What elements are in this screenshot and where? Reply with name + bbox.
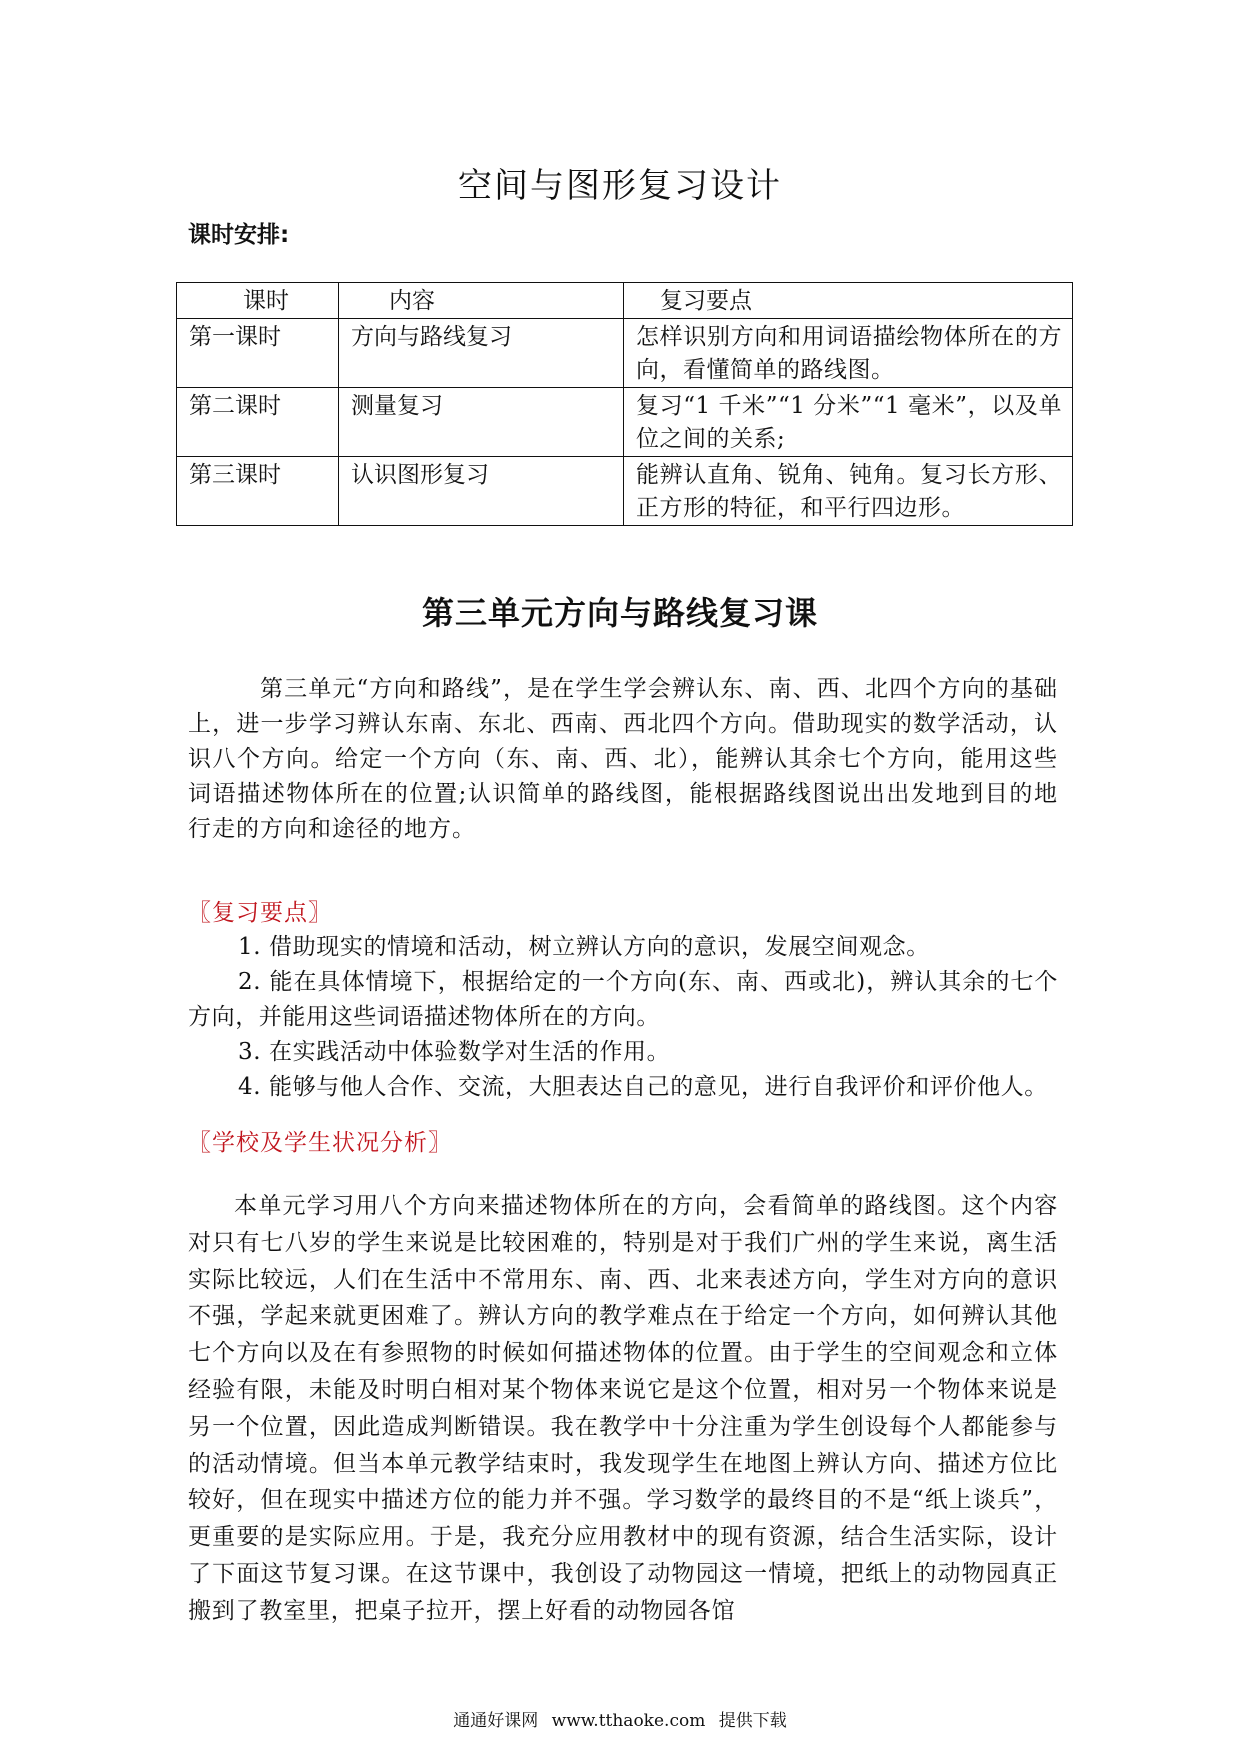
table-cell: 第三课时: [177, 457, 339, 526]
schedule-label: 课时安排:: [188, 222, 290, 248]
review-points-heading: 〖复习要点〗: [188, 900, 332, 926]
table-cell: 复习“1 千米”“1 分米”“1 毫米”，以及单位之间的关系;: [624, 388, 1073, 457]
table-cell: 认识图形复习: [339, 457, 624, 526]
footer-url: www.tthaoke.com: [551, 1711, 706, 1731]
unit-title: 第三单元方向与路线复习课: [421, 594, 818, 632]
page-footer: [0, 1706, 1240, 1731]
list-item: 4. 能够与他人合作、交流，大胆表达自己的意见，进行自我评价和评价他人。: [238, 1074, 1048, 1100]
table-cell: 第二课时: [177, 388, 339, 457]
document-title: 空间与图形复习设计: [458, 166, 782, 206]
table-cell: 方向与路线复习: [339, 319, 624, 388]
review-points-list: [188, 930, 1058, 1105]
list-item: 3. 在实践活动中体验数学对生活的作用。: [238, 1039, 671, 1065]
footer-note: 提供下载: [718, 1711, 787, 1731]
table-header-cell: 课时: [177, 283, 339, 319]
intro-paragraph: 第三单元“方向和路线”，是在学生学会辨认东、南、西、北四个方向的基础上，进一步学习辨认东南、东北、西南、西北四个方向。借助现实的数学活动，认识八个方向。给定一个方向（东、南、西、北），能辨认其余七个方向，能用这些词语描述物体所在的位置;认识简单的路线图，能根据路线图说出出发地到目的地行走的方向和途径的地方。: [188, 676, 1058, 842]
table-cell: 测量复习: [339, 388, 624, 457]
table-row: [177, 457, 1073, 526]
table-row: [177, 319, 1073, 388]
footer-site-name: 通通好课网: [453, 1711, 539, 1731]
analysis-paragraph: 本单元学习用八个方向来描述物体所在的方向，会看简单的路线图。这个内容对只有七八岁的学生来说是比较困难的，特别是对于我们广州的学生来说，离生活实际比较远，人们在生活中不常用东、南、西、北来表述方向，学生对方向的意识不强，学起来就更困难了。辨认方向的教学难点在于给定一个方向，如何辨认其他七个方向以及在有参照物的时候如何描述物体的位置。由于学生的空间观念和立体经验有限，未能及时明白相对某个物体来说它是这个位置，相对另一个物体来说是另一个位置，因此造成判断错误。我在教学中十分注重为学生创设每个人都能参与的活动情境。但当本单元教学结束时，我发现学生在地图上辨认方向、描述方位比较好，但在现实中描述方位的能力并不强。学习数学的最终目的不是“纸上谈兵”，更重要的是实际应用。于是，我充分应用教材中的现有资源，结合生活实际，设计了下面这节复习课。在这节课中，我创设了动物园这一情境，把纸上的动物园真正搬到了教室里，把桌子拉开，摆上好看的动物园各馆: [188, 1193, 1058, 1624]
table-cell: 能辨认直角、锐角、钝角。复习长方形、正方形的特征，和平行四边形。: [624, 457, 1073, 526]
schedule-table: [176, 282, 1073, 526]
list-item: 1. 借助现实的情境和活动，树立辨认方向的意识，发展空间观念。: [238, 934, 930, 960]
table-row: [177, 388, 1073, 457]
analysis-heading: 〖学校及学生状况分析〗: [188, 1130, 452, 1156]
table-header-row: [177, 283, 1073, 319]
table-header-cell: 复习要点: [624, 283, 1073, 319]
table-cell: 第一课时: [177, 319, 339, 388]
table-header-cell: 内容: [339, 283, 624, 319]
list-item: 2. 能在具体情境下，根据给定的一个方向(东、南、西或北)，辨认其余的七个方向，并能用这些词语描述物体所在的方向。: [188, 969, 1058, 1030]
table-cell: 怎样识别方向和用词语描绘物体所在的方向，看懂简单的路线图。: [624, 319, 1073, 388]
